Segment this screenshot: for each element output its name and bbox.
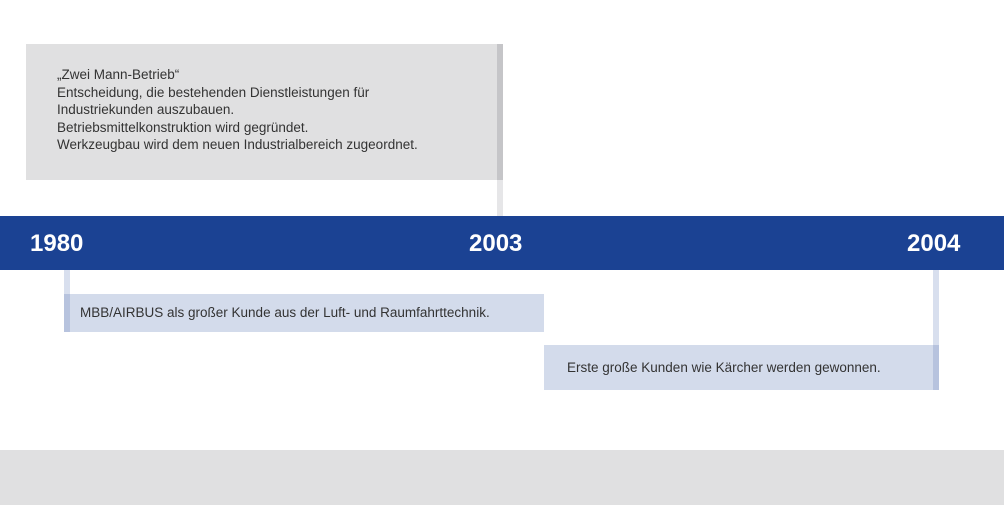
event-text-2003 bbox=[57, 66, 487, 154]
connector-2003 bbox=[497, 180, 503, 217]
event-line: Entscheidung, die bestehenden Dienstleistungen für bbox=[57, 84, 370, 100]
event-line: Betriebsmittelkonstruktion wird gegründet. bbox=[57, 119, 309, 135]
event-box-1980-accent bbox=[64, 294, 70, 332]
connector-2004 bbox=[933, 270, 939, 345]
event-line: Werkzeugbau wird dem neuen Industrialbereich zugeordnet. bbox=[57, 137, 418, 152]
event-line: „Zwei Mann-Betrieb“ bbox=[57, 67, 180, 82]
footer-band bbox=[0, 450, 1004, 505]
connector-1980 bbox=[64, 270, 70, 294]
event-text-2004: Erste große Kunden wie Kärcher werden gewonnen. bbox=[567, 360, 881, 375]
event-text-1980: MBB/AIRBUS als großer Kunde aus der Luft- und Raumfahrttechnik. bbox=[80, 305, 490, 320]
year-label-2003: 2003 bbox=[469, 230, 523, 257]
event-box-2004-accent bbox=[933, 345, 939, 390]
event-line: Industriekunden auszubauen. bbox=[57, 102, 235, 117]
event-box-2003-accent bbox=[497, 44, 503, 180]
year-label-2004: 2004 bbox=[907, 230, 961, 257]
year-label-1980: 1980 bbox=[30, 230, 84, 257]
